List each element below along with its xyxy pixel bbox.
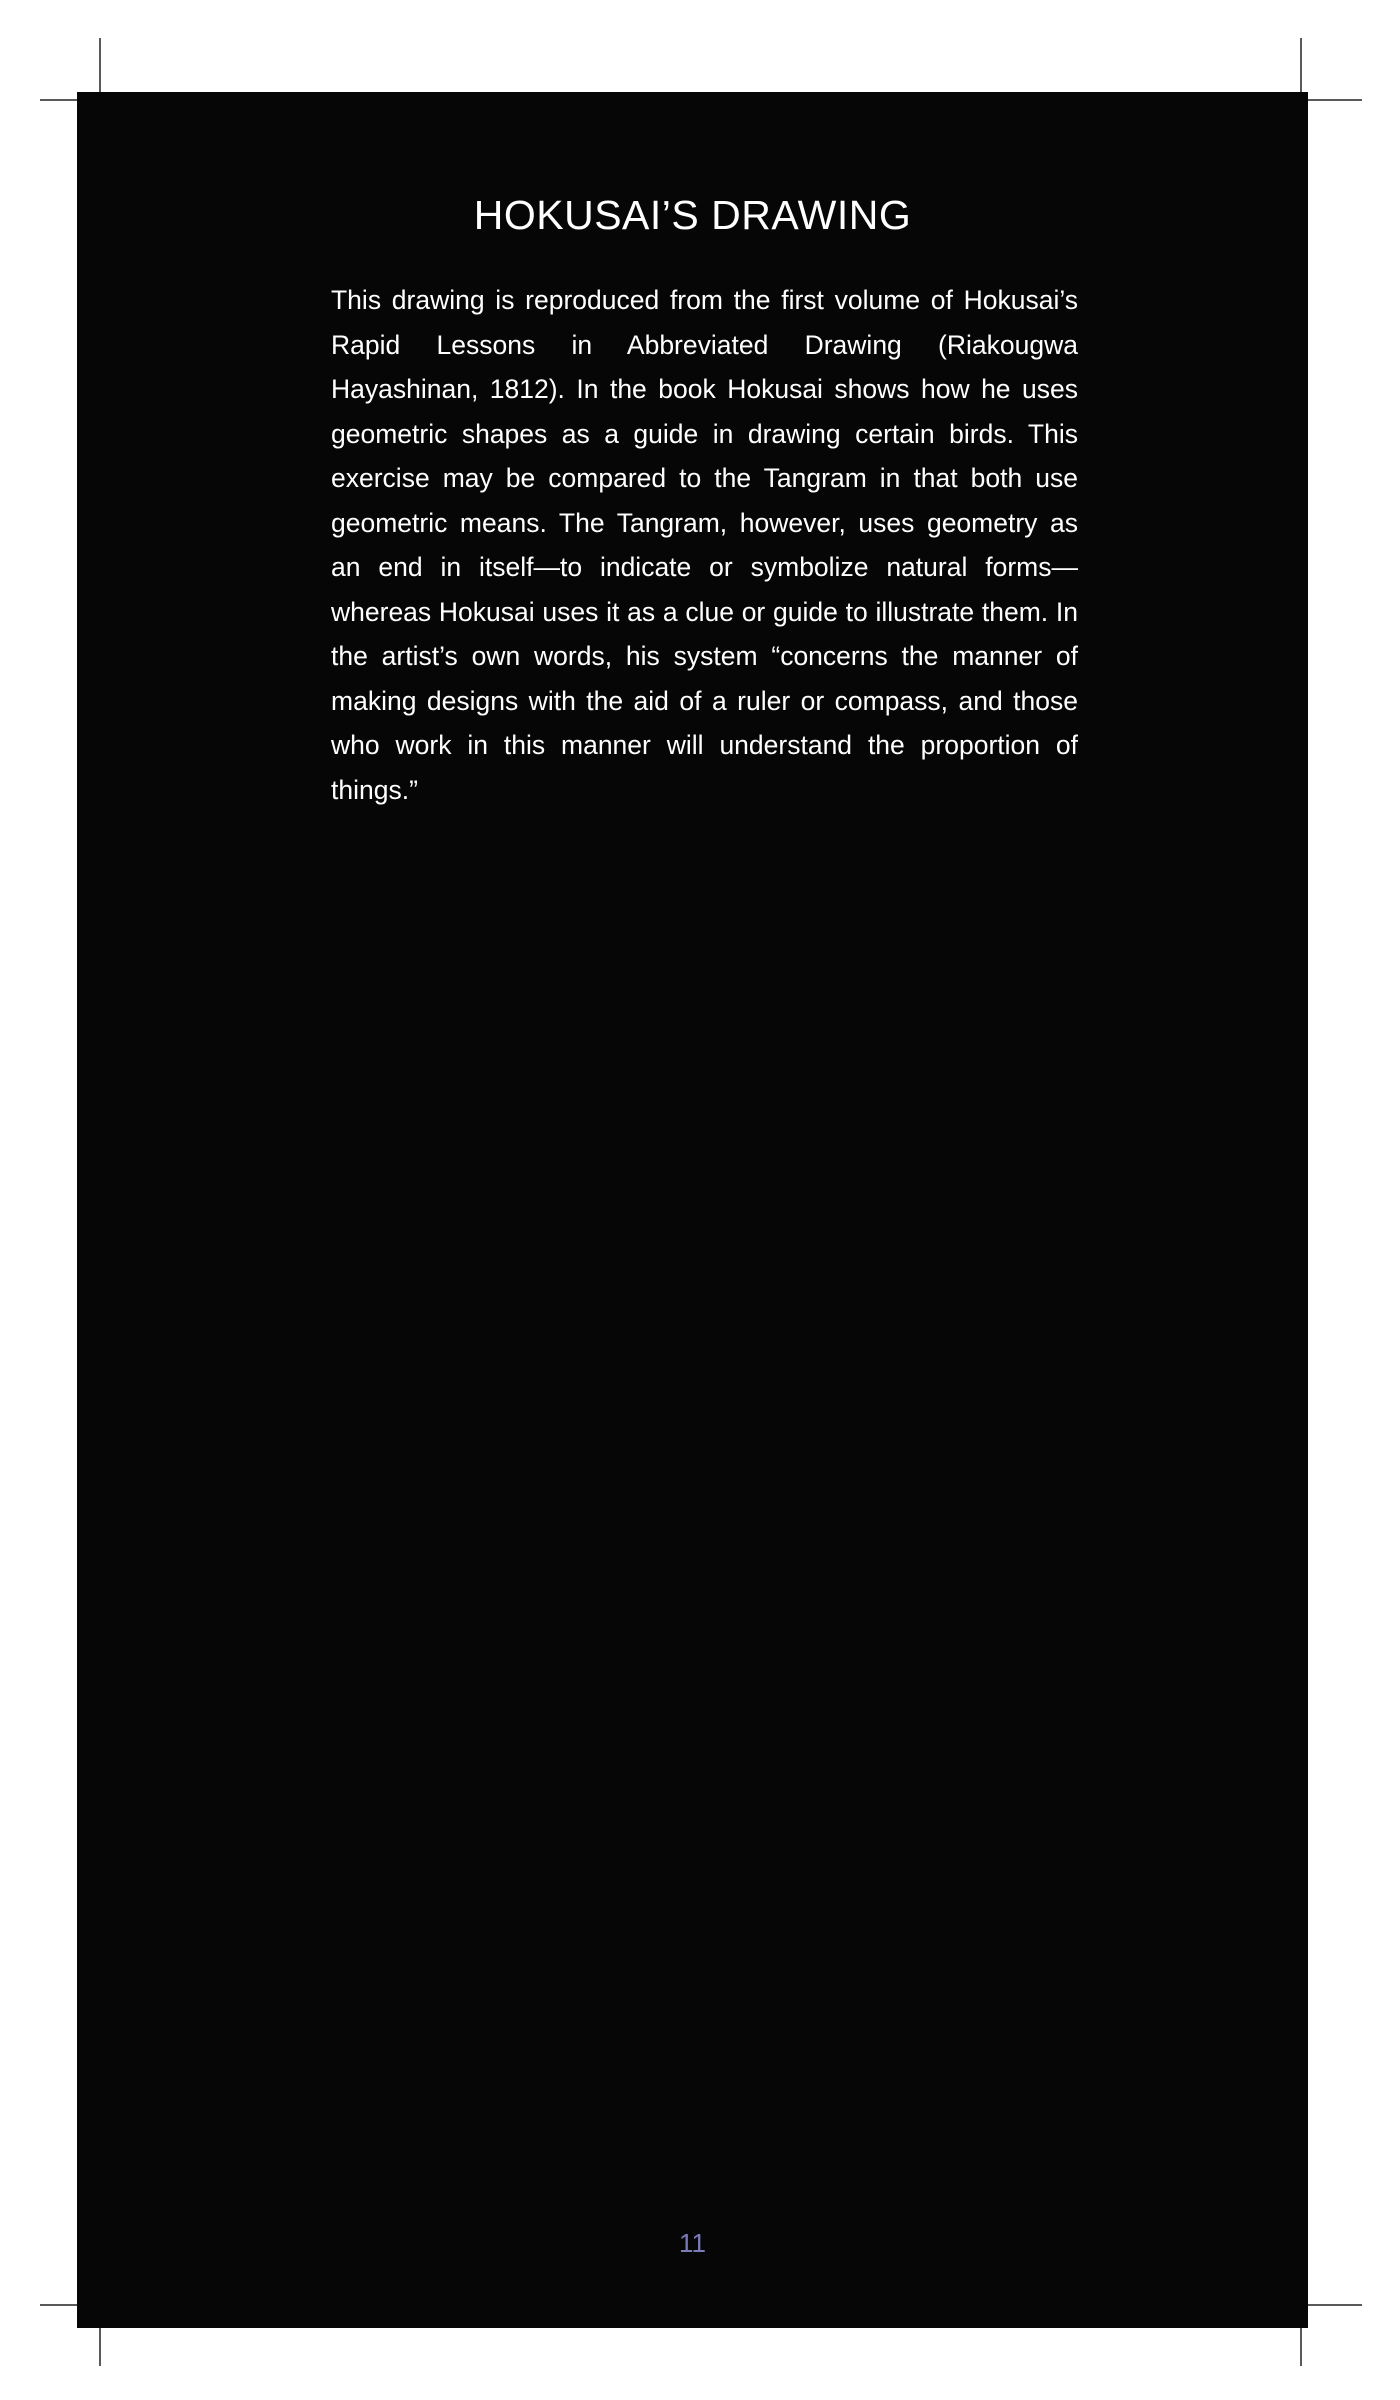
page-panel xyxy=(77,92,1308,2328)
crop-mark-top-left-vertical xyxy=(99,38,101,96)
crop-mark-top-right-vertical xyxy=(1300,38,1302,96)
crop-mark-bottom-right-horizontal xyxy=(1304,2304,1362,2306)
crop-mark-top-right-horizontal xyxy=(1304,99,1362,101)
page-title: HOKUSAI’S DRAWING xyxy=(473,192,912,238)
page-number: 11 xyxy=(679,2228,706,2258)
body-paragraph: This drawing is reproduced from the first volume of Hokusai’s Rapid Lessons in Abbreviated Drawing (Riakougwa Hayashinan, 1812). In the book Hokusai shows how he uses geometric shapes as a guide in drawing certain birds. This exercise may be compared to the Tangram in that both use geometric means. The Tangram, however, uses geometry as an end in itself—to indicate or symbolize natural forms—whereas Hokusai uses it as a clue or guide to illustrate them. In the artist’s own words, his system “concerns the manner of making designs with the aid of a ruler or compass, and those who work in this manner will understand the proportion of things.” xyxy=(331,285,1078,805)
